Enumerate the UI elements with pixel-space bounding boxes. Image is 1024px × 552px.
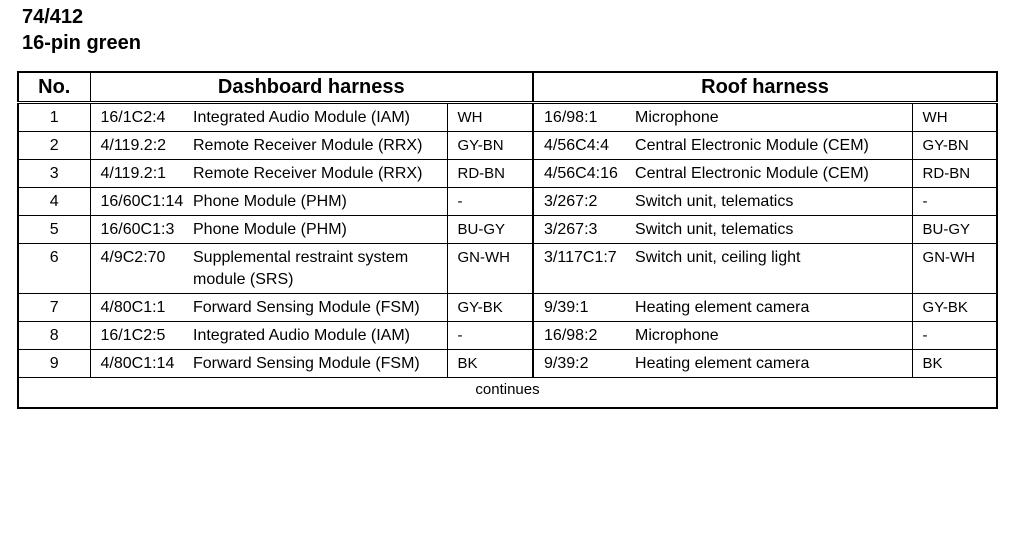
header-dashboard: Dashboard harness (90, 72, 533, 103)
dashboard-connector: 4/80C1:14 (90, 350, 193, 378)
table-row (18, 294, 997, 322)
dashboard-component: Supplemental restraint system module (SRS) (193, 244, 447, 294)
pin-number: 4 (18, 188, 90, 216)
pin-number: 1 (18, 103, 90, 132)
dashboard-wire-color: - (447, 188, 533, 216)
table-row (18, 244, 997, 294)
document-code: 74/412 (22, 6, 84, 28)
roof-wire-color: GY-BK (912, 294, 997, 322)
roof-wire-color: - (912, 188, 997, 216)
dashboard-component: Forward Sensing Module (FSM) (193, 350, 447, 378)
roof-connector: 3/267:3 (533, 216, 635, 244)
dashboard-wire-color: WH (447, 103, 533, 132)
pin-number: 8 (18, 322, 90, 350)
roof-wire-color: WH (912, 103, 997, 132)
roof-connector: 4/56C4:4 (533, 132, 635, 160)
roof-component: Switch unit, telematics (635, 216, 912, 244)
roof-component: Switch unit, telematics (635, 188, 912, 216)
footer-row (18, 378, 997, 409)
table-row (18, 350, 997, 378)
dashboard-connector: 16/60C1:14 (90, 188, 193, 216)
pin-number: 3 (18, 160, 90, 188)
roof-wire-color: GN-WH (912, 244, 997, 294)
table-row (18, 132, 997, 160)
roof-wire-color: BK (912, 350, 997, 378)
roof-component: Heating element camera (635, 350, 912, 378)
pin-number: 2 (18, 132, 90, 160)
table-row (18, 188, 997, 216)
dashboard-component: Remote Receiver Module (RRX) (193, 132, 447, 160)
dashboard-connector: 16/1C2:4 (90, 103, 193, 132)
dashboard-connector: 4/119.2:1 (90, 160, 193, 188)
dashboard-wire-color: - (447, 322, 533, 350)
dashboard-component: Forward Sensing Module (FSM) (193, 294, 447, 322)
roof-wire-color: - (912, 322, 997, 350)
dashboard-wire-color: GY-BK (447, 294, 533, 322)
dashboard-wire-color: RD-BN (447, 160, 533, 188)
header-row (18, 72, 997, 103)
table-body (18, 103, 997, 378)
dashboard-wire-color: BK (447, 350, 533, 378)
dashboard-connector: 16/1C2:5 (90, 322, 193, 350)
roof-component: Central Electronic Module (CEM) (635, 132, 912, 160)
roof-component: Switch unit, ceiling light (635, 244, 912, 294)
roof-component: Central Electronic Module (CEM) (635, 160, 912, 188)
header-no: No. (18, 72, 90, 103)
pin-number: 5 (18, 216, 90, 244)
dashboard-connector: 4/119.2:2 (90, 132, 193, 160)
pin-number: 7 (18, 294, 90, 322)
pin-table (17, 71, 998, 409)
roof-connector: 4/56C4:16 (533, 160, 635, 188)
roof-connector: 16/98:1 (533, 103, 635, 132)
header-roof: Roof harness (533, 72, 997, 103)
dashboard-connector: 4/9C2:70 (90, 244, 193, 294)
pin-number: 9 (18, 350, 90, 378)
roof-connector: 9/39:2 (533, 350, 635, 378)
dashboard-component: Phone Module (PHM) (193, 216, 447, 244)
dashboard-component: Integrated Audio Module (IAM) (193, 322, 447, 350)
roof-wire-color: BU-GY (912, 216, 997, 244)
roof-wire-color: RD-BN (912, 160, 997, 188)
table-row (18, 160, 997, 188)
roof-component: Heating element camera (635, 294, 912, 322)
dashboard-wire-color: GN-WH (447, 244, 533, 294)
roof-connector: 16/98:2 (533, 322, 635, 350)
dashboard-connector: 4/80C1:1 (90, 294, 193, 322)
dashboard-connector: 16/60C1:3 (90, 216, 193, 244)
roof-connector: 9/39:1 (533, 294, 635, 322)
dashboard-component: Integrated Audio Module (IAM) (193, 103, 447, 132)
roof-component: Microphone (635, 322, 912, 350)
dashboard-component: Remote Receiver Module (RRX) (193, 160, 447, 188)
continues-note: continues (475, 381, 540, 398)
dashboard-wire-color: GY-BN (447, 132, 533, 160)
roof-component: Microphone (635, 103, 912, 132)
table-row (18, 103, 997, 132)
roof-wire-color: GY-BN (912, 132, 997, 160)
roof-connector: 3/117C1:7 (533, 244, 635, 294)
document-heading (22, 4, 141, 56)
table-row (18, 216, 997, 244)
dashboard-component: Phone Module (PHM) (193, 188, 447, 216)
table-row (18, 322, 997, 350)
dashboard-wire-color: BU-GY (447, 216, 533, 244)
connector-title: 16-pin green (22, 32, 141, 54)
roof-connector: 3/267:2 (533, 188, 635, 216)
pin-number: 6 (18, 244, 90, 294)
